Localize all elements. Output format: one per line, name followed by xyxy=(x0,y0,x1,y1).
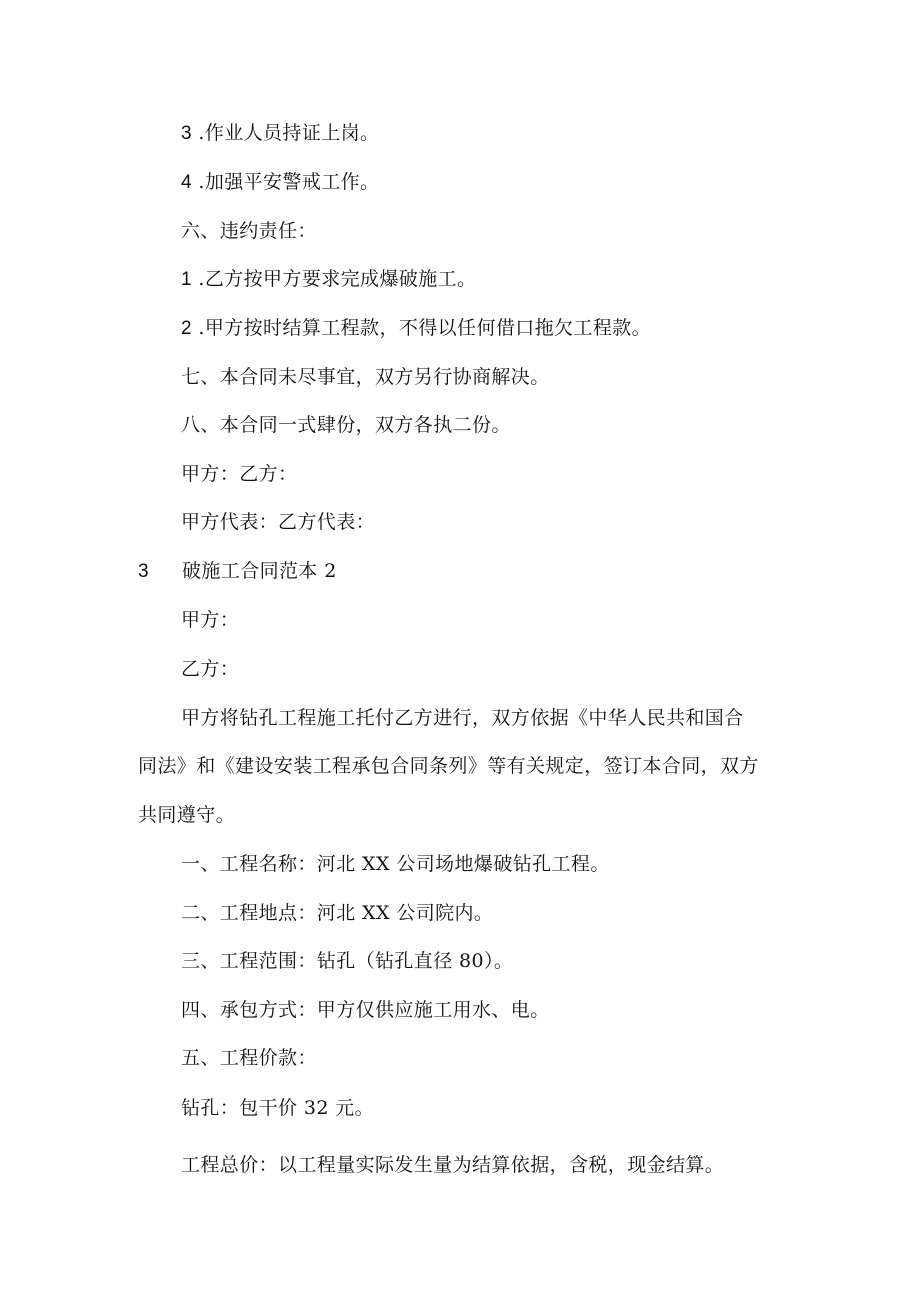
party-b-label: 乙方： xyxy=(181,658,240,680)
party-a-line xyxy=(0,607,920,633)
heading-text: 破施工合同范本 2 xyxy=(182,560,337,582)
clause-text: 五、工程价款： xyxy=(181,1047,317,1069)
intro-paragraph-line-2 xyxy=(0,753,920,779)
item-text: .乙方按甲方要求完成爆破施工。 xyxy=(191,268,477,290)
section-text: 八、本合同一式肆份，双方各执二份。 xyxy=(181,414,511,436)
item-text: .加强平安警戒工作。 xyxy=(191,171,380,193)
intro-paragraph-line-3 xyxy=(0,802,920,828)
signature-representatives xyxy=(0,509,920,535)
clause-text: 二、工程地点：河北 XX 公司院内。 xyxy=(181,902,494,924)
paragraph-text: 同法》和《建设安装工程承包合同条列》等有关规定，签订本合同，双方 xyxy=(138,755,759,777)
clause-project-scope xyxy=(0,948,920,974)
list-item-4 xyxy=(0,169,920,196)
party-a-label: 甲方： xyxy=(181,609,240,631)
item-text: .作业人员持证上岗。 xyxy=(191,122,380,144)
clause-total-price xyxy=(0,1152,920,1178)
clause-project-location xyxy=(0,900,920,926)
clause-text: 三、工程范围：钻孔（钻孔直径 80）。 xyxy=(181,950,514,972)
item-text: .甲方按时结算工程款，不得以任何借口拖欠工程款。 xyxy=(191,317,652,339)
section-breach-liability xyxy=(0,218,920,244)
clause-drilling-price xyxy=(0,1095,920,1121)
item-number: 4 xyxy=(181,172,192,193)
section-eight xyxy=(0,412,920,438)
clause-text: 工程总价：以工程量实际发生量为结算依据，含税，现金结算。 xyxy=(181,1154,725,1176)
signature-text: 甲方代表：乙方代表： xyxy=(181,511,376,533)
clause-contract-method xyxy=(0,997,920,1023)
clause-project-price xyxy=(0,1045,920,1071)
paragraph-text: 共同遵守。 xyxy=(138,804,236,826)
clause-text: 钻孔：包干价 32 元。 xyxy=(181,1097,375,1119)
paragraph-text: 甲方将钻孔工程施工托付乙方进行，双方依据《中华人民共和国合 xyxy=(181,707,744,729)
signature-text: 甲方：乙方： xyxy=(181,463,298,485)
item-number: 1 xyxy=(181,269,192,290)
list-item-1 xyxy=(0,266,920,293)
clause-text: 一、工程名称：河北 XX 公司场地爆破钻孔工程。 xyxy=(181,853,610,875)
list-item-3 xyxy=(0,120,920,147)
section-text: 六、违约责任： xyxy=(181,220,317,242)
section-seven xyxy=(0,364,920,390)
clause-project-name xyxy=(0,851,920,877)
intro-paragraph-line-1 xyxy=(0,705,920,731)
party-b-line xyxy=(0,656,920,682)
list-item-2 xyxy=(0,315,920,342)
signature-parties xyxy=(0,461,920,487)
item-number: 3 xyxy=(181,123,192,144)
clause-text: 四、承包方式：甲方仅供应施工用水、电。 xyxy=(181,999,550,1021)
item-number: 2 xyxy=(181,318,192,339)
contract-heading xyxy=(0,558,920,585)
heading-number: 3 xyxy=(138,561,149,582)
section-text: 七、本合同未尽事宜，双方另行协商解决。 xyxy=(181,366,550,388)
